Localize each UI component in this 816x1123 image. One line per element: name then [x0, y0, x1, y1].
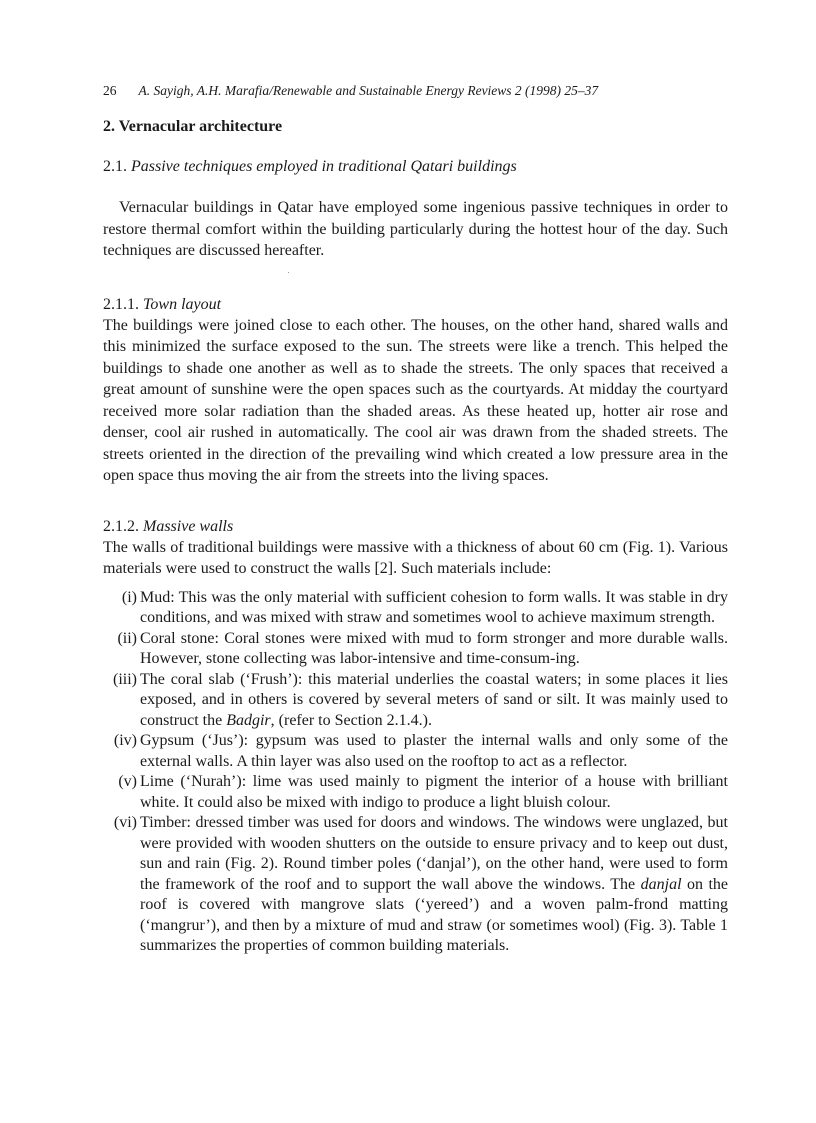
town-layout-title: Town layout: [143, 295, 222, 313]
town-layout-number: 2.1.1.: [103, 295, 139, 313]
list-item-number: (ii): [117, 629, 137, 647]
list-item-text: Lime (‘Nurah’): lime was used mainly to pigment the interior of a house with brilliant white. It could also be mixed with indigo to produce a light bluish colour.: [140, 773, 728, 811]
journal-citation: A. Sayigh, A.H. Marafia/Renewable and Sustainable Energy Reviews 2 (1998) 25–37: [138, 83, 599, 98]
list-item-text: Gypsum (‘Jus’): gypsum was used to plaster the internal walls and only some of the external walls. A thin layer was also used on the rooftop to act as a reflector.: [140, 732, 728, 770]
danjal-term: danjal: [640, 875, 682, 893]
list-item-number: (i): [121, 588, 137, 606]
list-item-text: The coral slab (‘Frush’): this material underlies the coastal waters; in some places it lies exposed, and in others is covered by several meters of sand or silt. It was mainly used to construct the Badgir, (refer to Section 2.1.4.).: [140, 670, 728, 729]
list-item-number: (iii): [113, 670, 137, 688]
list-item-text: Coral stone: Coral stones were mixed with mud to form stronger and more durable walls. However, stone collecting was labor-intensive and time-consum-ing.: [140, 629, 728, 667]
page-number: 26: [103, 83, 117, 98]
massive-walls-number: 2.1.2.: [103, 517, 139, 535]
list-item: [103, 772, 728, 813]
running-head: [103, 82, 728, 100]
list-item: [103, 731, 728, 772]
massive-walls-paragraph: The walls of traditional buildings were massive with a thickness of about 60 cm (Fig. 1). Various materials were used to construct the walls [2]. Such materials include:: [103, 538, 728, 577]
list-item: [103, 629, 728, 670]
section-number: 2.: [103, 118, 115, 135]
massive-walls-title: Massive walls: [143, 517, 234, 535]
section-title: Vernacular architecture: [118, 118, 283, 135]
list-item-number: (v): [118, 773, 137, 790]
list-item: [103, 813, 728, 957]
list-item-text: Mud: This was the only material with sufficient cohesion to form walls. It was stable in dry conditions, and was mixed with straw and sometimes wool to achieve maximum strength.: [140, 588, 728, 626]
town-layout-heading: [103, 294, 728, 315]
list-item-text: Timber: dressed timber was used for doors and windows. The windows were unglazed, but were provided with wooden shutters on the outside to ensure privacy and to keep out dust, sun and rain (Fig. 2). Round timber poles (‘danjal’), on the other hand, were used to form the framework of the roof and to support the wall above the windows. The danjal on the roof is covered with mangrove slats (‘yereed’) and a woven palm-frond matting (‘mangrur’), and then by a mixture of mud and straw (or sometimes wool) (Fig. 3). Table 1 summarizes the properties of common building materials.: [140, 814, 729, 954]
town-layout-paragraph: The buildings were joined close to each other. The houses, on the other hand, shared walls and this minimized the surface exposed to the sun. The streets were like a trench. This helped the buildings to shade one another as well as to shade the streets. The only spaces that received a great amount of sunshine were the open spaces such as the courtyards. At midday the courtyard received more solar radiation than the shaded areas. As these heated up, hotter air rose and denser, cool air rushed in automatically. The cool air was drawn from the shaded streets. The streets oriented in the direction of the prevailing wind which created a low pressure area in the open space thus moving the air from the streets into the living spaces.: [103, 316, 728, 484]
list-item-number: (iv): [113, 732, 137, 749]
subsection-number: 2.1.: [103, 158, 127, 175]
massive-walls-heading: [103, 516, 728, 537]
materials-list: [103, 588, 728, 957]
list-item: [103, 670, 728, 732]
subsection-heading: [103, 157, 728, 177]
subsection-title: Passive techniques employed in traditional Qatari buildings: [131, 158, 517, 175]
badgir-term: Badgir: [226, 711, 271, 729]
list-item: [103, 588, 728, 629]
page-body: [103, 82, 728, 957]
section-heading: [103, 117, 728, 137]
list-item-number: (vi): [113, 814, 137, 831]
intro-paragraph: Vernacular buildings in Qatar have employed some ingenious passive techniques in order to restore thermal comfort within the building particularly during the hottest hour of the day. Such techniques are discussed hereafter.: [103, 199, 728, 259]
